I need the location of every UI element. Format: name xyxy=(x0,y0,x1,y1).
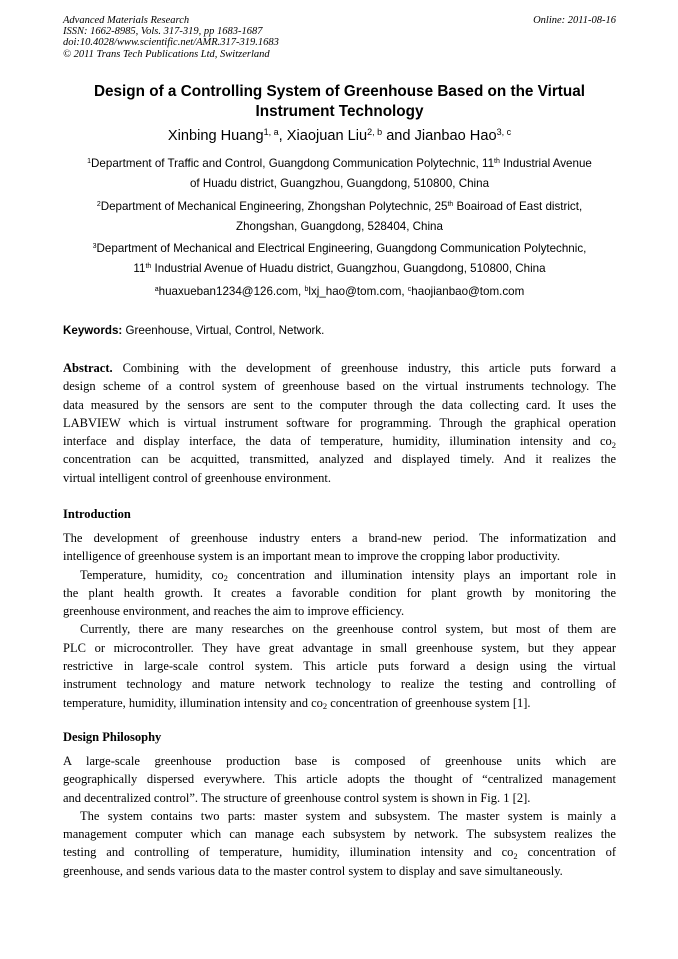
keywords-label: Keywords: xyxy=(63,324,123,337)
affiliation-2 xyxy=(63,197,616,236)
body-line: temperature, humidity, illumination intensity and co xyxy=(63,695,323,710)
abstract-label: Abstract. xyxy=(63,361,113,375)
body-line: intelligence of greenhouse system is an important mean to improve the cropping labor productivity. xyxy=(63,549,560,564)
subscript: 2 xyxy=(223,573,228,584)
author-separator: and xyxy=(382,128,415,144)
title-line-1: Design of a Controlling System of Greenhouse Based on the Virtual xyxy=(94,83,585,100)
abstract-line: LABVIEW which is virtual instrument software for programming. Through the graphical operation xyxy=(63,415,616,430)
affiliation-text: 11 xyxy=(133,261,146,275)
abstract-line: virtual intelligent control of greenhouse environment. xyxy=(63,470,331,485)
ordinal-suffix: th xyxy=(447,201,454,209)
body-line: greenhouse, and sends various data to the master control system to display and save simultaneously. xyxy=(63,863,563,878)
body-line: and decentralized control”. The structure of greenhouse control system is shown in Fig. 1 [2]. xyxy=(63,790,531,805)
affiliation-text: Boairoad of East district, xyxy=(453,200,583,213)
affiliation-number: 3 xyxy=(92,243,97,251)
abstract-line: data measured by the sensors are sent to the computer through the data collecting card. It uses the xyxy=(63,397,616,412)
author-separator: , xyxy=(278,128,287,144)
affiliation-text: Industrial Avenue xyxy=(499,157,592,170)
keywords xyxy=(63,322,616,340)
body-line: The system contains two parts: master system and subsystem. The master system is mainly a xyxy=(80,808,616,823)
introduction-body xyxy=(63,529,616,712)
body-line: concentration and illumination intensity plays an important role in xyxy=(227,567,616,582)
ordinal-suffix: th xyxy=(145,262,152,270)
body-line: management computer which can manage each subsystem by network. The subsystem realizes the xyxy=(63,827,616,842)
body-line: Currently, there are many researches on the greenhouse control system, but most of them are xyxy=(80,622,616,637)
body-line: concentration of xyxy=(517,845,616,860)
subscript: 2 xyxy=(611,439,616,450)
journal-header xyxy=(63,15,616,60)
affiliation-text: Industrial Avenue of Huadu district, Guangzhou, Guangdong, 510800, China xyxy=(151,261,546,275)
journal-issn: ISSN: 1662-8985, Vols. 317-319, pp 1683-1687 xyxy=(63,26,263,38)
affiliation-text: of Huadu district, Guangzhou, Guangdong, 510800, China xyxy=(189,176,490,190)
affiliation-number: 2 xyxy=(96,201,101,209)
journal-name: Advanced Materials Research xyxy=(63,15,190,26)
keywords-text: Greenhouse, Virtual, Control, Network. xyxy=(122,324,325,337)
affiliation-1 xyxy=(63,154,616,193)
section-heading-introduction: Introduction xyxy=(63,507,131,521)
body-line: PLC or microcontroller. They have great advantage in small greenhouse system, but they appear xyxy=(63,640,616,655)
affiliation-text: Department of Mechanical and Electrical Engineering, Guangdong Communication Polytechnic, xyxy=(96,242,587,255)
body-line: geographically dispersed everywhere. This article adopts the thought of “centralized management xyxy=(63,772,616,787)
abstract-line: concentration can be acquitted, transmitted, analyzed and displayed timely. And it realizes the xyxy=(63,452,616,467)
affiliation-text: Department of Traffic and Control, Guangdong Communication Polytechnic, 11 xyxy=(91,157,495,170)
abstract xyxy=(63,359,616,487)
body-line: instrument technology and mature network technology to realize the testing and controlling of xyxy=(63,677,616,692)
journal-copyright: © 2011 Trans Tech Publications Ltd, Switzerland xyxy=(63,48,270,60)
body-line: The development of greenhouse industry enters a brand-new period. The informatization and xyxy=(63,531,616,545)
author-name: Xiaojuan Liu xyxy=(286,128,368,144)
body-line: A large-scale greenhouse production base is composed of greenhouse units which are xyxy=(63,754,616,768)
affiliation-number: 1 xyxy=(87,158,92,166)
body-line: greenhouse environment, and reaches the aim to improve efficiency. xyxy=(63,604,405,619)
affiliation-3 xyxy=(63,239,616,278)
abstract-line: design scheme of a control system of greenhouse based on the virtual instruments technology. The xyxy=(63,379,616,394)
author-list xyxy=(63,127,616,145)
email-mark: c xyxy=(407,286,412,294)
abstract-line: interface and display interface, the data of temperature, humidity, illumination intensity and co xyxy=(63,434,612,449)
email-address: haojianbao@tom.com xyxy=(411,285,525,298)
body-line: Temperature, humidity, co xyxy=(80,567,224,582)
subscript: 2 xyxy=(322,701,328,712)
paper-title xyxy=(63,82,616,122)
ordinal-suffix: th xyxy=(494,158,500,166)
subscript: 2 xyxy=(513,851,518,862)
email-mark: a xyxy=(154,286,159,294)
affiliation-text: Department of Mechanical Engineering, Zhongshan Polytechnic, 25 xyxy=(100,200,448,213)
author-emails xyxy=(63,283,616,301)
body-line: restrictive in large-scale control system. This article puts forward a design using the virtual xyxy=(63,659,616,674)
email-mark: b xyxy=(304,286,309,294)
author-affiliation-mark: 2, b xyxy=(367,126,383,137)
body-line: testing and controlling of temperature, humidity, illumination intensity and co xyxy=(63,845,514,860)
author-affiliation-mark: 3, c xyxy=(496,126,512,137)
design-philosophy-body xyxy=(63,752,616,880)
online-date: Online: 2011-08-16 xyxy=(533,15,616,26)
journal-doi: doi:10.4028/www.scientific.net/AMR.317-319.1683 xyxy=(63,37,279,49)
affiliation-text: Zhongshan, Guangdong, 528404, China xyxy=(236,219,443,233)
section-heading-design-philosophy: Design Philosophy xyxy=(63,730,162,744)
author-affiliation-mark: 1, a xyxy=(263,126,279,137)
title-line-2: Instrument Technology xyxy=(255,103,424,120)
author-name: Jianbao Hao xyxy=(414,128,497,144)
email-address: huaxueban1234@126.com, xyxy=(158,285,305,298)
body-line: concentration of greenhouse system [1]. xyxy=(327,695,531,710)
body-line: the plant health growth. It creates a favorable condition for plant growth by monitoring the xyxy=(63,585,616,600)
abstract-line: Combining with the development of greenhouse industry, this article puts forward a xyxy=(112,361,616,375)
email-address: lxj_hao@tom.com, xyxy=(308,285,408,298)
author-name: Xinbing Huang xyxy=(167,128,264,144)
